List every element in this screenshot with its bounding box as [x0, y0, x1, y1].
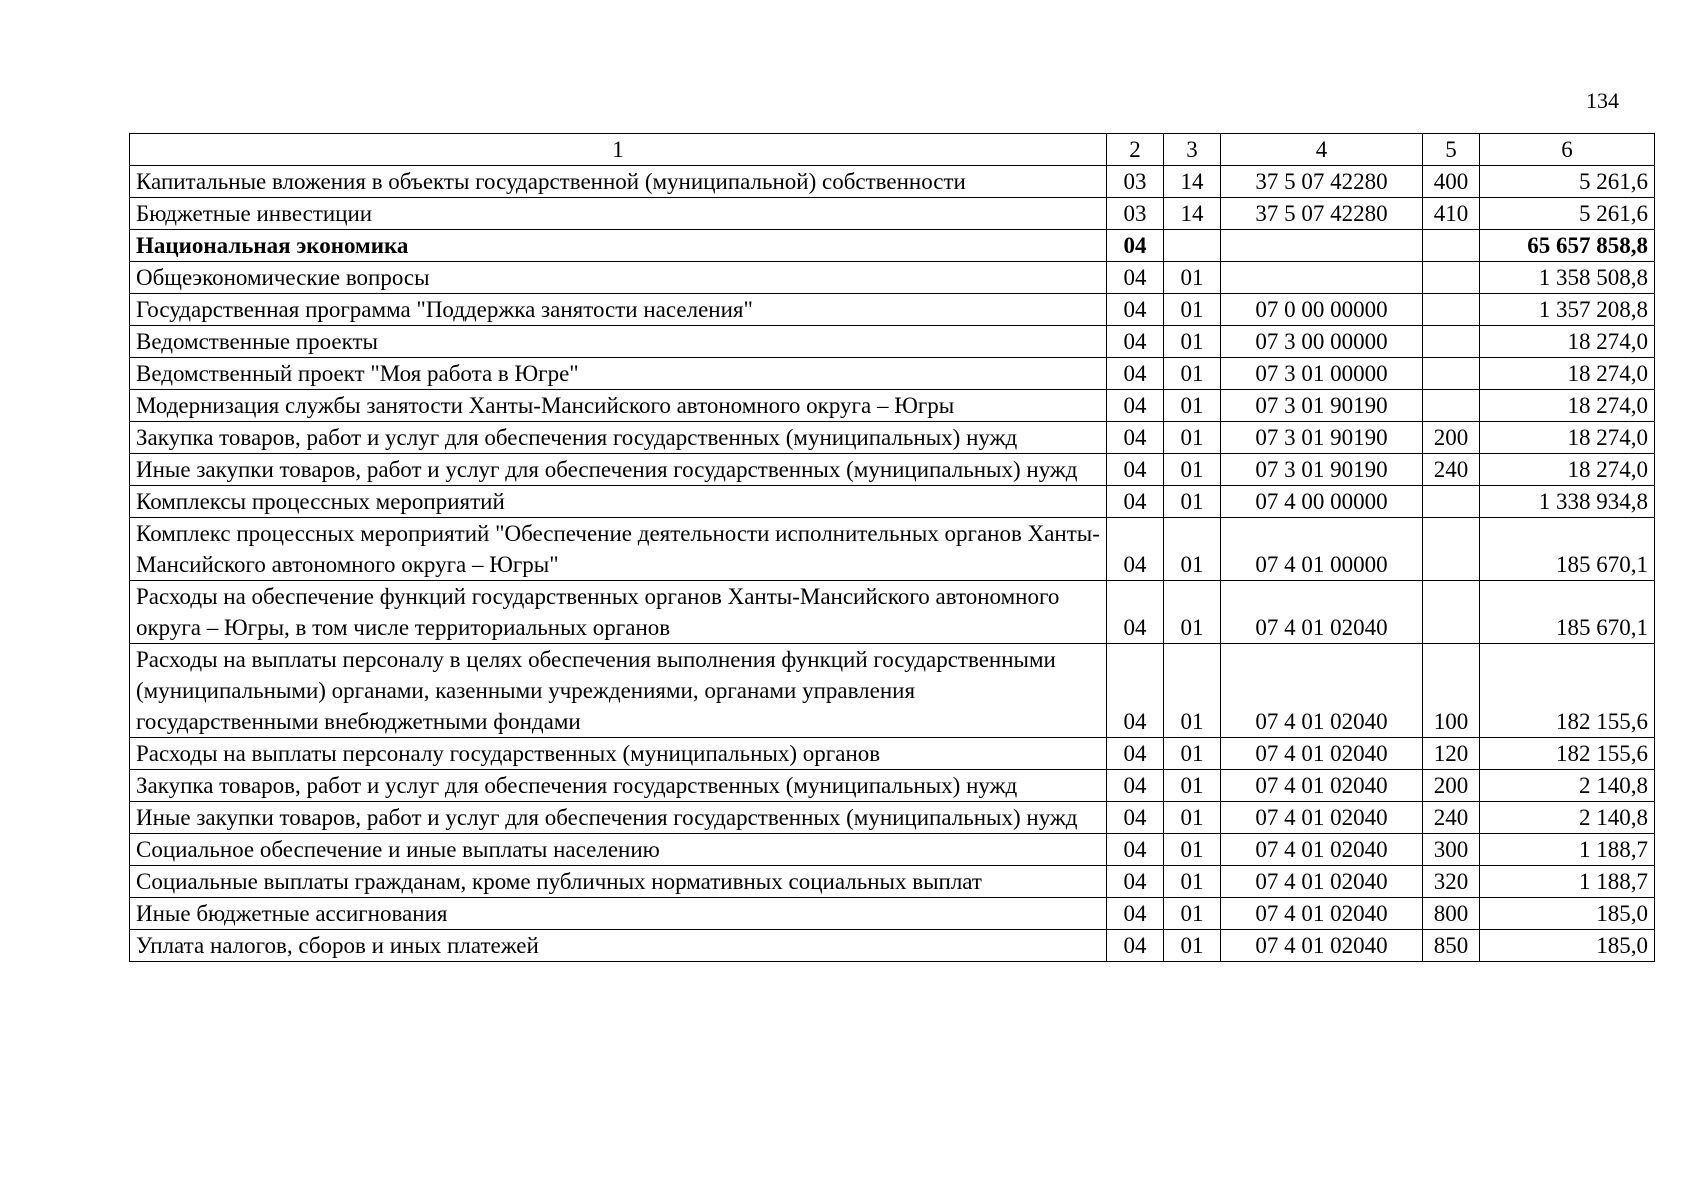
- subsection-code-cell: 01: [1164, 930, 1221, 962]
- row-name-cell: Расходы на выплаты персоналу в целях обеспечения выполнения функций государственными (муниципальными) органами, казенными учреждениями, органами управления государственными внебюджетными фондами: [130, 644, 1107, 738]
- expense-type-cell: [1423, 262, 1480, 294]
- table-row: [130, 454, 1655, 486]
- table-body: [130, 166, 1655, 962]
- section-code-cell: 04: [1107, 738, 1164, 770]
- amount-cell: 185,0: [1480, 898, 1655, 930]
- target-article-cell: [1221, 230, 1423, 262]
- section-code-cell: 04: [1107, 770, 1164, 802]
- section-code-cell: 04: [1107, 422, 1164, 454]
- subsection-code-cell: 01: [1164, 454, 1221, 486]
- amount-cell: 5 261,6: [1480, 166, 1655, 198]
- subsection-code-cell: 01: [1164, 486, 1221, 518]
- target-article-cell: 07 0 00 00000: [1221, 294, 1423, 326]
- subsection-code-cell: 01: [1164, 770, 1221, 802]
- row-name-cell: Бюджетные инвестиции: [130, 198, 1107, 230]
- amount-cell: 18 274,0: [1480, 326, 1655, 358]
- column-header-1: 1: [130, 134, 1107, 166]
- table-row: [130, 422, 1655, 454]
- row-name-cell: Национальная экономика: [130, 230, 1107, 262]
- section-code-cell: 04: [1107, 454, 1164, 486]
- target-article-cell: 07 4 01 02040: [1221, 866, 1423, 898]
- section-code-cell: 04: [1107, 930, 1164, 962]
- table-row: [130, 230, 1655, 262]
- expense-type-cell: 410: [1423, 198, 1480, 230]
- subsection-code-cell: 01: [1164, 834, 1221, 866]
- column-header-5: 5: [1423, 134, 1480, 166]
- table-row: [130, 518, 1655, 581]
- target-article-cell: 07 3 00 00000: [1221, 326, 1423, 358]
- table-row: [130, 166, 1655, 198]
- table-row: [130, 198, 1655, 230]
- page-number: 134: [1586, 88, 1619, 113]
- subsection-code-cell: 14: [1164, 198, 1221, 230]
- amount-cell: 185 670,1: [1480, 518, 1655, 581]
- row-name-cell: Общеэкономические вопросы: [130, 262, 1107, 294]
- target-article-cell: 37 5 07 42280: [1221, 198, 1423, 230]
- row-name-cell: Закупка товаров, работ и услуг для обеспечения государственных (муниципальных) нужд: [130, 770, 1107, 802]
- target-article-cell: 07 4 01 02040: [1221, 770, 1423, 802]
- subsection-code-cell: 01: [1164, 262, 1221, 294]
- subsection-code-cell: [1164, 230, 1221, 262]
- table-row: [130, 294, 1655, 326]
- subsection-code-cell: 01: [1164, 294, 1221, 326]
- expense-type-cell: 200: [1423, 422, 1480, 454]
- table-row: [130, 898, 1655, 930]
- section-code-cell: 04: [1107, 802, 1164, 834]
- row-name-cell: Иные бюджетные ассигнования: [130, 898, 1107, 930]
- target-article-cell: 07 4 01 02040: [1221, 930, 1423, 962]
- section-code-cell: 03: [1107, 198, 1164, 230]
- subsection-code-cell: 01: [1164, 644, 1221, 738]
- amount-cell: 2 140,8: [1480, 802, 1655, 834]
- amount-cell: 5 261,6: [1480, 198, 1655, 230]
- table-row: [130, 390, 1655, 422]
- row-name-cell: Модернизация службы занятости Ханты-Мансийского автономного округа – Югры: [130, 390, 1107, 422]
- target-article-cell: 07 4 01 02040: [1221, 802, 1423, 834]
- amount-cell: 1 338 934,8: [1480, 486, 1655, 518]
- target-article-cell: 07 4 01 00000: [1221, 518, 1423, 581]
- section-code-cell: 04: [1107, 898, 1164, 930]
- expense-type-cell: 300: [1423, 834, 1480, 866]
- subsection-code-cell: 01: [1164, 581, 1221, 644]
- target-article-cell: 07 3 01 90190: [1221, 390, 1423, 422]
- table-row: [130, 866, 1655, 898]
- section-code-cell: 04: [1107, 834, 1164, 866]
- subsection-code-cell: 01: [1164, 518, 1221, 581]
- section-code-cell: 04: [1107, 644, 1164, 738]
- row-name-cell: Расходы на обеспечение функций государственных органов Ханты-Мансийского автономного округа – Югры, в том числе территориальных органов: [130, 581, 1107, 644]
- expense-type-cell: 400: [1423, 166, 1480, 198]
- column-header-4: 4: [1221, 134, 1423, 166]
- column-header-2: 2: [1107, 134, 1164, 166]
- column-header-3: 3: [1164, 134, 1221, 166]
- subsection-code-cell: 01: [1164, 358, 1221, 390]
- section-code-cell: 04: [1107, 390, 1164, 422]
- subsection-code-cell: 01: [1164, 326, 1221, 358]
- target-article-cell: 07 3 01 00000: [1221, 358, 1423, 390]
- target-article-cell: 07 4 01 02040: [1221, 898, 1423, 930]
- expense-type-cell: [1423, 358, 1480, 390]
- amount-cell: 18 274,0: [1480, 454, 1655, 486]
- amount-cell: 185 670,1: [1480, 581, 1655, 644]
- amount-cell: 182 155,6: [1480, 644, 1655, 738]
- amount-cell: 1 188,7: [1480, 866, 1655, 898]
- subsection-code-cell: 14: [1164, 166, 1221, 198]
- expense-type-cell: [1423, 518, 1480, 581]
- amount-cell: 182 155,6: [1480, 738, 1655, 770]
- amount-cell: 18 274,0: [1480, 422, 1655, 454]
- target-article-cell: 07 4 01 02040: [1221, 738, 1423, 770]
- amount-cell: 1 357 208,8: [1480, 294, 1655, 326]
- expense-type-cell: [1423, 294, 1480, 326]
- section-code-cell: 04: [1107, 358, 1164, 390]
- subsection-code-cell: 01: [1164, 898, 1221, 930]
- expense-type-cell: [1423, 326, 1480, 358]
- section-code-cell: 04: [1107, 262, 1164, 294]
- expense-type-cell: 200: [1423, 770, 1480, 802]
- row-name-cell: Иные закупки товаров, работ и услуг для обеспечения государственных (муниципальных) нужд: [130, 454, 1107, 486]
- target-article-cell: 37 5 07 42280: [1221, 166, 1423, 198]
- expense-type-cell: 800: [1423, 898, 1480, 930]
- table-row: [130, 834, 1655, 866]
- row-name-cell: Уплата налогов, сборов и иных платежей: [130, 930, 1107, 962]
- amount-cell: 1 188,7: [1480, 834, 1655, 866]
- table-row: [130, 486, 1655, 518]
- subsection-code-cell: 01: [1164, 422, 1221, 454]
- amount-cell: 185,0: [1480, 930, 1655, 962]
- row-name-cell: Ведомственный проект "Моя работа в Югре": [130, 358, 1107, 390]
- target-article-cell: 07 3 01 90190: [1221, 422, 1423, 454]
- expense-type-cell: 100: [1423, 644, 1480, 738]
- amount-cell: 65 657 858,8: [1480, 230, 1655, 262]
- subsection-code-cell: 01: [1164, 390, 1221, 422]
- target-article-cell: 07 4 01 02040: [1221, 581, 1423, 644]
- row-name-cell: Социальные выплаты гражданам, кроме публичных нормативных социальных выплат: [130, 866, 1107, 898]
- amount-cell: 18 274,0: [1480, 390, 1655, 422]
- row-name-cell: Расходы на выплаты персоналу государственных (муниципальных) органов: [130, 738, 1107, 770]
- table-row: [130, 770, 1655, 802]
- expense-type-cell: 240: [1423, 454, 1480, 486]
- section-code-cell: 03: [1107, 166, 1164, 198]
- section-code-cell: 04: [1107, 486, 1164, 518]
- budget-table: [129, 133, 1655, 962]
- section-code-cell: 04: [1107, 230, 1164, 262]
- row-name-cell: Государственная программа "Поддержка занятости населения": [130, 294, 1107, 326]
- table-row: [130, 326, 1655, 358]
- row-name-cell: Иные закупки товаров, работ и услуг для обеспечения государственных (муниципальных) нужд: [130, 802, 1107, 834]
- row-name-cell: Комплекс процессных мероприятий "Обеспечение деятельности исполнительных органов Ханты-Мансийского автономного округа – Югры": [130, 518, 1107, 581]
- table-row: [130, 930, 1655, 962]
- expense-type-cell: [1423, 581, 1480, 644]
- table-row: [130, 644, 1655, 738]
- amount-cell: 18 274,0: [1480, 358, 1655, 390]
- table-row: [130, 738, 1655, 770]
- amount-cell: 2 140,8: [1480, 770, 1655, 802]
- target-article-cell: 07 4 00 00000: [1221, 486, 1423, 518]
- target-article-cell: [1221, 262, 1423, 294]
- expense-type-cell: [1423, 230, 1480, 262]
- expense-type-cell: 120: [1423, 738, 1480, 770]
- table-row: [130, 262, 1655, 294]
- column-header-6: 6: [1480, 134, 1655, 166]
- expense-type-cell: [1423, 390, 1480, 422]
- expense-type-cell: 240: [1423, 802, 1480, 834]
- section-code-cell: 04: [1107, 866, 1164, 898]
- row-name-cell: Ведомственные проекты: [130, 326, 1107, 358]
- target-article-cell: 07 4 01 02040: [1221, 644, 1423, 738]
- expense-type-cell: 320: [1423, 866, 1480, 898]
- expense-type-cell: [1423, 486, 1480, 518]
- amount-cell: 1 358 508,8: [1480, 262, 1655, 294]
- section-code-cell: 04: [1107, 294, 1164, 326]
- target-article-cell: 07 3 01 90190: [1221, 454, 1423, 486]
- subsection-code-cell: 01: [1164, 738, 1221, 770]
- section-code-cell: 04: [1107, 518, 1164, 581]
- row-name-cell: Комплексы процессных мероприятий: [130, 486, 1107, 518]
- section-code-cell: 04: [1107, 581, 1164, 644]
- subsection-code-cell: 01: [1164, 802, 1221, 834]
- table-row: [130, 802, 1655, 834]
- row-name-cell: Капитальные вложения в объекты государственной (муниципальной) собственности: [130, 166, 1107, 198]
- expense-type-cell: 850: [1423, 930, 1480, 962]
- section-code-cell: 04: [1107, 326, 1164, 358]
- table-header-row: [130, 134, 1655, 166]
- table-row: [130, 581, 1655, 644]
- row-name-cell: Закупка товаров, работ и услуг для обеспечения государственных (муниципальных) нужд: [130, 422, 1107, 454]
- row-name-cell: Социальное обеспечение и иные выплаты населению: [130, 834, 1107, 866]
- table-row: [130, 358, 1655, 390]
- subsection-code-cell: 01: [1164, 866, 1221, 898]
- target-article-cell: 07 4 01 02040: [1221, 834, 1423, 866]
